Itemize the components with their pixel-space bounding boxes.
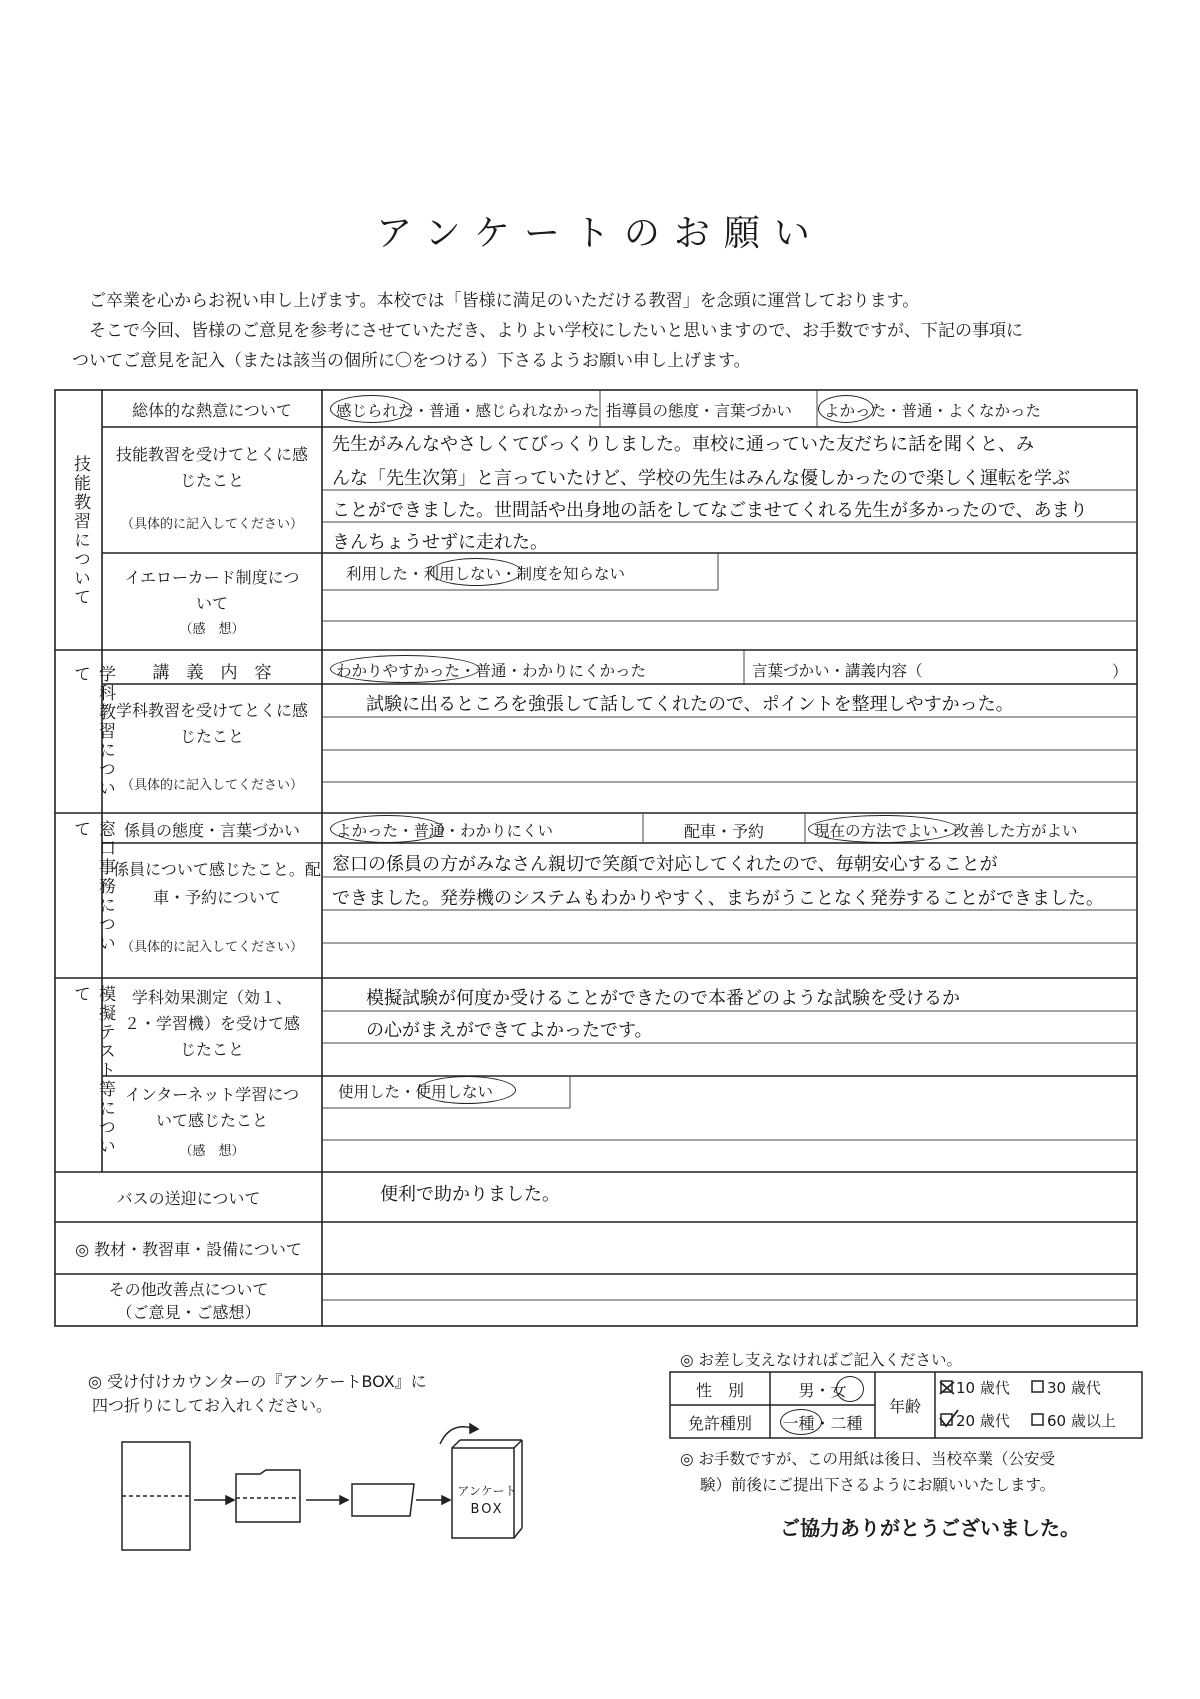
lecture-label: 講 義 内 容: [152, 663, 272, 683]
age-label: 年齢: [888, 1397, 921, 1416]
office-feel-label: 係員について感じたこと。配車・予約について: [113, 860, 321, 907]
yellow-card-note: （感 想）: [179, 622, 245, 637]
page-title: アンケートのお願い: [376, 213, 824, 254]
category-skill: 技能教習について: [70, 455, 90, 607]
thanks-text: ご協力ありがとうございました。: [780, 1516, 1080, 1540]
dispatch-options: 現在の方法でよい・改善した方がよい: [814, 822, 1078, 840]
box-label-2: BOX: [470, 1502, 504, 1517]
internet-label: インターネット学習について感じたこと: [124, 1085, 300, 1130]
submit-note-line-2: 験）前後にご提出下さるようにお願いいたします。: [700, 1476, 1056, 1494]
skill-feel-label: 技能教習を受けてとくに感じたこと: [115, 445, 308, 490]
other-label: その他改善点について: [108, 1280, 269, 1299]
instructor-label: 指導員の態度・言葉づかい: [606, 402, 793, 420]
intro-line-1: ご卒業を心からお祝い申し上げます。本校では「皆様に満足のいただける教習」を念頭に運営しております。: [89, 291, 920, 311]
materials-label: ◎ 教材・教習車・設備について: [75, 1240, 302, 1259]
lecture-options: わかりやすかった・普通・わかりにくかった: [336, 662, 647, 680]
lecture-extra: 言葉づかい・講義内容（: [752, 662, 923, 680]
internet-options: 使用した・使用しない: [338, 1083, 494, 1101]
skill-answer-1: 先生がみんなやさしくてびっくりしました。車校に通っていた友だちに話を聞くと、み: [332, 434, 1034, 455]
other-note: （ご意見・ご感想）: [116, 1303, 261, 1322]
office-answer-1: 窓口の係員の方がみなさん親切で笑顔で対応してくれたので、毎朝安心することが: [332, 854, 998, 875]
category-academic: 学科教習について: [70, 665, 115, 798]
yellow-card-options: 利用した・利用しない・制度を知らない: [346, 565, 626, 583]
skill-answer-3: ことができました。世間話や出身地の話をしてなごませてくれる先生が多かったので、あまり: [332, 500, 1088, 521]
intro-line-3: ついてご意見を記入（または該当の個所に〇をつける）下さるようお願い申し上げます。: [72, 351, 751, 371]
submit-note-line-1: ◎ お手数ですが、この用紙は後日、当校卒業（公安受: [680, 1450, 1055, 1468]
optional-note: ◎ お差し支えなければご記入ください。: [680, 1351, 962, 1369]
intro-line-2: そこで今回、皆様のご意見を参考にさせていただき、よりよい学校にしたいと思いますので、お手数ですが、下記の事項に: [89, 321, 1023, 341]
selection-circle: [836, 1376, 864, 1402]
age-30: 30 歳代: [1047, 1379, 1101, 1397]
skill-feel-note: （具体的に記入してください）: [120, 517, 303, 532]
gender-label: 性 別: [695, 1381, 744, 1400]
staff-options: よかった・普通・わかりにくい: [336, 822, 554, 840]
box-label-1: アンケート: [457, 1484, 517, 1498]
staff-label: 係員の態度・言葉づかい: [123, 821, 300, 840]
yellow-card-label: イエローカード制度について: [124, 568, 300, 613]
internet-note: （感 想）: [179, 1144, 245, 1159]
lecture-extra-close: ）: [1112, 662, 1129, 681]
effect-answer-2: の心がまえができてよかったです。: [366, 1020, 653, 1041]
license-options: 一種・二種: [782, 1414, 863, 1433]
office-feel-note: （具体的に記入してください）: [120, 940, 303, 955]
box-note-line-2: 四つ折りにしてお入れください。: [92, 1396, 333, 1415]
skill-answer-2: んな「先生次第」と言っていたけど、学校の先生はみんな優しかったので楽しく運転を学ぶ: [332, 468, 1070, 489]
academic-answer-1: 試験に出るところを強張して話してくれたので、ポイントを整理しやすかった。: [366, 694, 1014, 715]
enthusiasm-options: 感じられた・普通・感じられなかった: [336, 402, 600, 420]
bus-label: バスの送迎について: [116, 1189, 261, 1208]
age-20: 20 歳代: [956, 1412, 1010, 1430]
academic-feel-label: 学科教習を受けてとくに感じたこと: [115, 701, 308, 746]
dispatch-label: 配車・予約: [683, 822, 764, 841]
bus-answer: 便利で助かりました。: [380, 1184, 560, 1205]
age-10: 10 歳代: [956, 1379, 1010, 1397]
category-mock: 模擬テスト等について: [70, 985, 115, 1156]
gender-options: 男・女: [798, 1381, 847, 1400]
box-note-line-1: ◎ 受け付けカウンターの『アンケートBOX』に: [88, 1372, 427, 1391]
academic-feel-note: （具体的に記入してください）: [120, 778, 303, 793]
selection-circle: [780, 1409, 822, 1435]
submit-note: [680, 1446, 1055, 1498]
effect-answer-1: 模擬試験が何度か受けることができたので本番どのような試験を受けるか: [366, 988, 960, 1009]
category-office: 窓口事務について: [70, 820, 115, 953]
enthusiasm-label: 総体的な熱意について: [132, 401, 292, 420]
instructor-options: よかった・普通・よくなかった: [824, 402, 1042, 420]
skill-answer-4: きんちょうせずに走れた。: [332, 532, 548, 553]
license-label: 免許種別: [687, 1414, 752, 1433]
age-60: 60 歳以上: [1047, 1412, 1116, 1430]
effect-test-label: 学科効果測定（効１、２・学習機）を受けて感じたこと: [123, 988, 300, 1059]
office-answer-2: できました。発券機のシステムもわかりやすく、まちがうことなく発券することができました。: [332, 888, 1104, 909]
